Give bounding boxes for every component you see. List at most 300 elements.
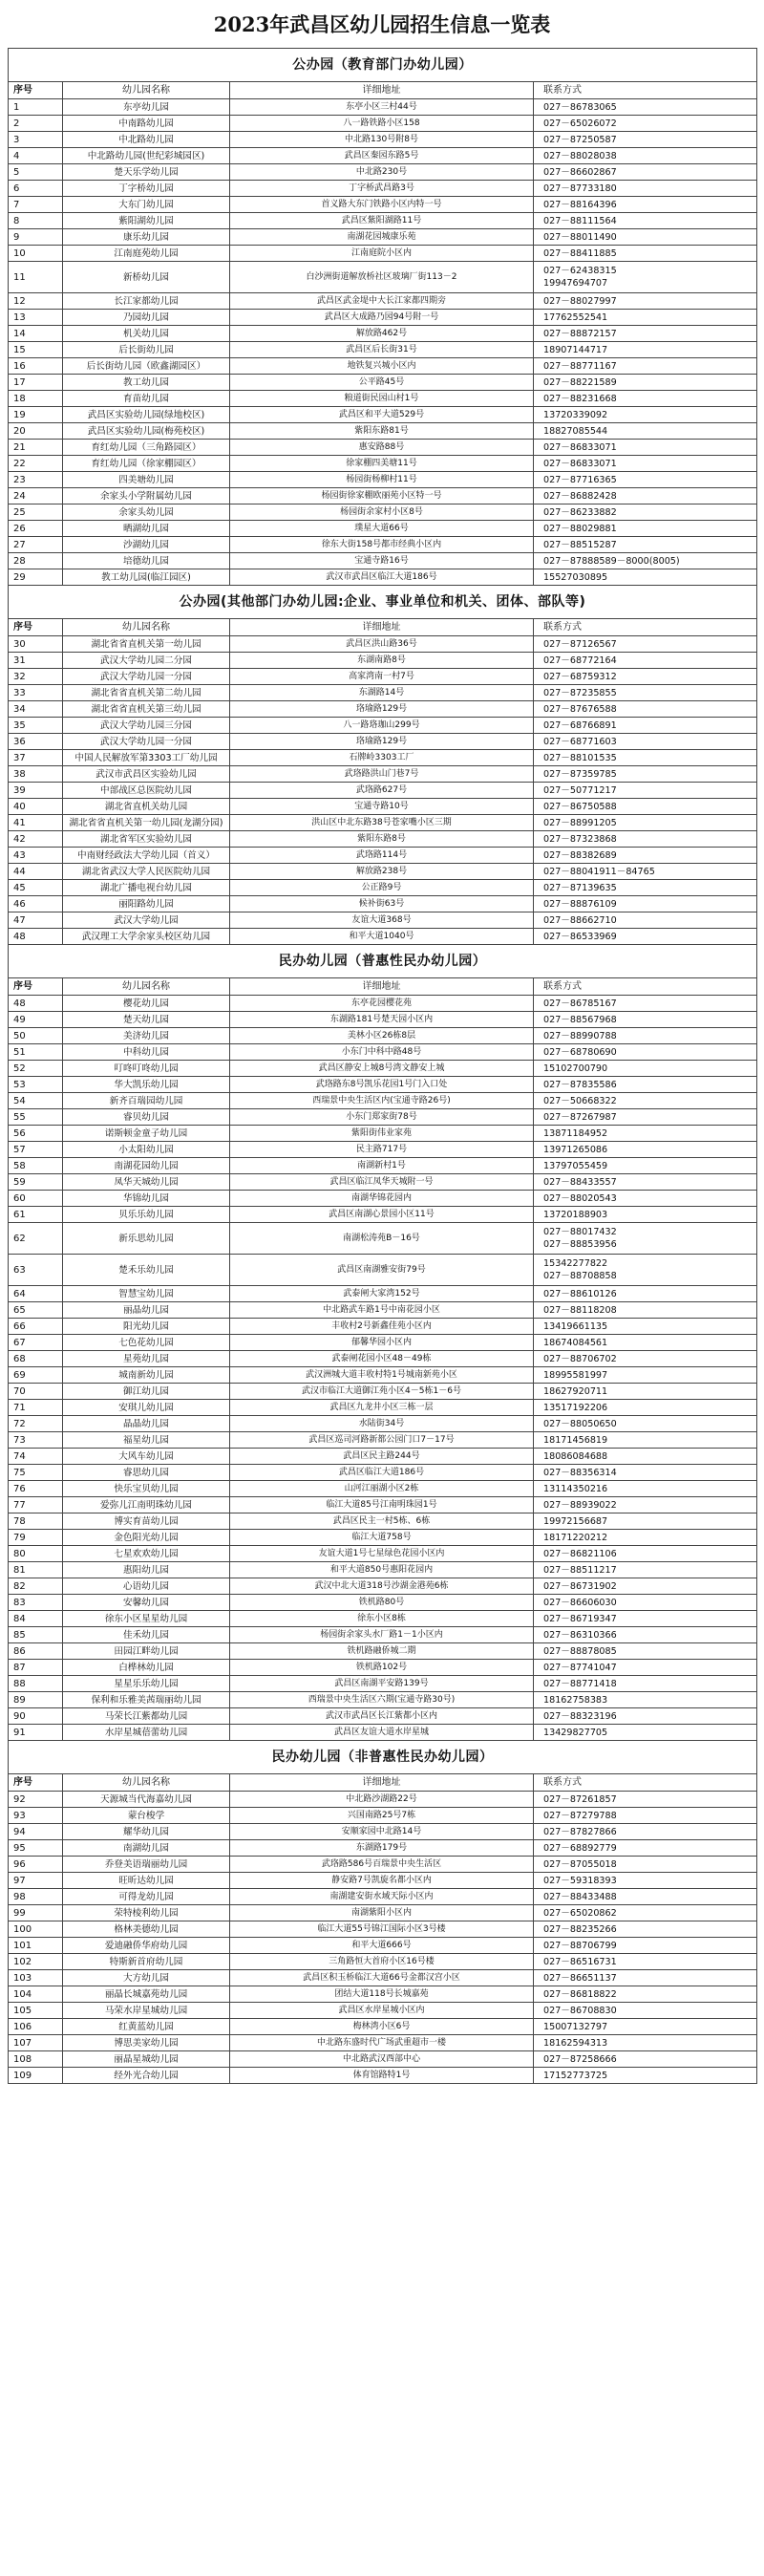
address-cell: 南湖华锦花园内 xyxy=(230,1191,534,1207)
address-cell: 民主路717号 xyxy=(230,1142,534,1158)
table-row xyxy=(9,293,757,310)
name-cell: 湖北省省直机关第一幼儿园 xyxy=(63,636,230,653)
section-header xyxy=(9,586,757,619)
serial-header: 序号 xyxy=(9,82,63,99)
table-row xyxy=(9,1986,757,2003)
serial-cell: 20 xyxy=(9,423,63,440)
section-header xyxy=(9,1741,757,1774)
contact-cell: 027－87835586 xyxy=(534,1077,757,1093)
serial-cell: 18 xyxy=(9,391,63,407)
address-cell: 白沙洲街道解放桥社区玻璃厂街113－2 xyxy=(230,262,534,293)
address-cell: 武昌区和平大道529号 xyxy=(230,407,534,423)
contact-cell: 027－88771418 xyxy=(534,1676,757,1692)
contact-header: 联系方式 xyxy=(534,619,757,636)
address-cell: 徐家棚四美塘11号 xyxy=(230,456,534,472)
section-title: 民办幼儿园（非普惠性民办幼儿园） xyxy=(9,1741,757,1774)
serial-cell: 99 xyxy=(9,1905,63,1921)
table-row xyxy=(9,262,757,293)
contact-cell: 13797055459 xyxy=(534,1158,757,1174)
name-cell: 教工幼儿园 xyxy=(63,375,230,391)
address-cell: 紫阳东路8号 xyxy=(230,831,534,848)
address-cell: 兴国南路25号7栋 xyxy=(230,1808,534,1824)
table-row xyxy=(9,1905,757,1921)
name-cell: 康乐幼儿园 xyxy=(63,229,230,246)
name-cell: 格林美德幼儿园 xyxy=(63,1921,230,1938)
address-cell: 八一路珞珈山299号 xyxy=(230,718,534,734)
serial-cell: 19 xyxy=(9,407,63,423)
contact-cell: 027－88235266 xyxy=(534,1921,757,1938)
table-row xyxy=(9,1351,757,1367)
table-row xyxy=(9,1191,757,1207)
table-row xyxy=(9,213,757,229)
serial-cell: 72 xyxy=(9,1416,63,1432)
contact-cell: 13720188903 xyxy=(534,1207,757,1223)
contact-cell: 18162594313 xyxy=(534,2035,757,2051)
name-cell: 楚天幼儿园 xyxy=(63,1012,230,1028)
table-row xyxy=(9,164,757,181)
address-cell: 紫阳街伟业家苑 xyxy=(230,1126,534,1142)
name-cell: 中科幼儿园 xyxy=(63,1044,230,1061)
table-row xyxy=(9,1207,757,1223)
contact-cell: 027－87258666 xyxy=(534,2051,757,2068)
serial-cell: 80 xyxy=(9,1546,63,1562)
name-cell: 新齐百瑞园幼儿园 xyxy=(63,1093,230,1109)
address-cell: 西瑞景中央生活区内(宝通寺路26号) xyxy=(230,1093,534,1109)
address-cell: 江南庭院小区内 xyxy=(230,246,534,262)
address-header: 详细地址 xyxy=(230,82,534,99)
address-cell: 杨园街余家村小区8号 xyxy=(230,504,534,521)
address-cell: 东亭小区三村44号 xyxy=(230,99,534,116)
name-cell: 后长街幼儿园 xyxy=(63,342,230,358)
name-cell: 湖北省省直机关第二幼儿园 xyxy=(63,685,230,701)
address-cell: 和平大道850号惠阳花园内 xyxy=(230,1562,534,1578)
contact-cell: 027－59318393 xyxy=(534,1873,757,1889)
name-cell: 大风车幼儿园 xyxy=(63,1449,230,1465)
contact-cell: 027－87741047 xyxy=(534,1660,757,1676)
address-cell: 美林小区26栋8层 xyxy=(230,1028,534,1044)
table-row xyxy=(9,1643,757,1660)
address-cell: 宝通寺路10号 xyxy=(230,799,534,815)
table-row xyxy=(9,2003,757,2019)
contact-cell: 027－88164396 xyxy=(534,197,757,213)
table-row xyxy=(9,1889,757,1905)
table-row xyxy=(9,912,757,929)
contact-cell: 027－86750588 xyxy=(534,799,757,815)
address-cell: 珞瑜路129号 xyxy=(230,734,534,750)
address-cell: 武昌区大成路乃园94号附一号 xyxy=(230,310,534,326)
address-cell: 临江大道55号锦江国际小区3号楼 xyxy=(230,1921,534,1938)
name-cell: 博实育苗幼儿园 xyxy=(63,1513,230,1530)
address-cell: 武昌区武金堤中大长江家都四期旁 xyxy=(230,293,534,310)
name-cell: 四美塘幼儿园 xyxy=(63,472,230,488)
name-cell: 湖北省军区实验幼儿园 xyxy=(63,831,230,848)
name-cell: 楚禾乐幼儿园 xyxy=(63,1255,230,1286)
address-cell: 武昌区水岸星城小区内 xyxy=(230,2003,534,2019)
serial-cell: 50 xyxy=(9,1028,63,1044)
serial-cell: 4 xyxy=(9,148,63,164)
name-cell: 中部战区总医院幼儿园 xyxy=(63,783,230,799)
name-cell: 凤华天城幼儿园 xyxy=(63,1174,230,1191)
table-row xyxy=(9,1840,757,1857)
address-cell: 中北路沙湖路22号 xyxy=(230,1792,534,1808)
name-cell: 小太阳幼儿园 xyxy=(63,1142,230,1158)
table-row xyxy=(9,504,757,521)
contact-cell: 027－87139635 xyxy=(534,880,757,896)
table-row xyxy=(9,929,757,945)
contact-cell: 027－87888589－8000(8005) xyxy=(534,553,757,569)
contact-cell: 027－86606030 xyxy=(534,1595,757,1611)
table-row xyxy=(9,1921,757,1938)
contact-cell: 027－88990788 xyxy=(534,1028,757,1044)
address-cell: 中北路东盛时代广场武重超市一楼 xyxy=(230,2035,534,2051)
serial-cell: 56 xyxy=(9,1126,63,1142)
name-cell: 新乐思幼儿园 xyxy=(63,1223,230,1255)
address-cell: 武昌区秦园东路5号 xyxy=(230,148,534,164)
serial-cell: 95 xyxy=(9,1840,63,1857)
table-row xyxy=(9,2019,757,2035)
table-row xyxy=(9,831,757,848)
table-row xyxy=(9,848,757,864)
contact-cell: 027－88221589 xyxy=(534,375,757,391)
contact-cell: 027－68780690 xyxy=(534,1044,757,1061)
contact-cell: 18995581997 xyxy=(534,1367,757,1384)
name-cell: 博思美家幼儿园 xyxy=(63,2035,230,2051)
serial-cell: 91 xyxy=(9,1725,63,1741)
address-cell: 武汉市武昌区临江大道186号 xyxy=(230,569,534,586)
contact-cell: 027－88511217 xyxy=(534,1562,757,1578)
serial-cell: 47 xyxy=(9,912,63,929)
serial-cell: 100 xyxy=(9,1921,63,1938)
kindergarten-table xyxy=(8,48,757,2084)
contact-cell: 15102700790 xyxy=(534,1061,757,1077)
contact-cell: 027－86310366 xyxy=(534,1627,757,1643)
serial-cell: 104 xyxy=(9,1986,63,2003)
name-cell: 红黄蓝幼儿园 xyxy=(63,2019,230,2035)
table-row xyxy=(9,1513,757,1530)
contact-cell: 027－86516731 xyxy=(534,1954,757,1970)
name-cell: 中国人民解放军第3303工厂幼儿园 xyxy=(63,750,230,766)
table-row xyxy=(9,1692,757,1708)
table-row xyxy=(9,1255,757,1286)
contact-cell: 027－88356314 xyxy=(534,1465,757,1481)
table-body xyxy=(9,49,757,2084)
serial-cell: 26 xyxy=(9,521,63,537)
contact-cell: 027－88027997 xyxy=(534,293,757,310)
name-cell: 田园江畔幼儿园 xyxy=(63,1643,230,1660)
table-row xyxy=(9,1142,757,1158)
name-cell: 中南路幼儿园 xyxy=(63,116,230,132)
address-cell: 临江大道758号 xyxy=(230,1530,534,1546)
contact-cell: 027－88878085 xyxy=(534,1643,757,1660)
address-cell: 武泰闸花园小区48－49栋 xyxy=(230,1351,534,1367)
address-cell: 武昌区后长街31号 xyxy=(230,342,534,358)
contact-cell: 027－68766891 xyxy=(534,718,757,734)
serial-cell: 83 xyxy=(9,1595,63,1611)
contact-cell: 027－86783065 xyxy=(534,99,757,116)
address-cell: 武汉中北大道318号沙湖金港苑6栋 xyxy=(230,1578,534,1595)
serial-cell: 63 xyxy=(9,1255,63,1286)
address-cell: 解放路462号 xyxy=(230,326,534,342)
contact-cell: 13871184952 xyxy=(534,1126,757,1142)
address-cell: 武珞路114号 xyxy=(230,848,534,864)
table-row xyxy=(9,1954,757,1970)
contact-header: 联系方式 xyxy=(534,978,757,996)
name-cell: 惠阳幼儿园 xyxy=(63,1562,230,1578)
contact-cell: 17762552541 xyxy=(534,310,757,326)
serial-cell: 68 xyxy=(9,1351,63,1367)
contact-cell: 027－88017432 027－88853956 xyxy=(534,1223,757,1255)
serial-cell: 74 xyxy=(9,1449,63,1465)
name-cell: 湖北省省直机关第一幼儿园(龙湖分园) xyxy=(63,815,230,831)
table-row xyxy=(9,342,757,358)
name-cell: 湖北省武汉大学人民医院幼儿园 xyxy=(63,864,230,880)
contact-cell: 027－88515287 xyxy=(534,537,757,553)
address-cell: 高家湾南一村7号 xyxy=(230,669,534,685)
serial-cell: 32 xyxy=(9,669,63,685)
name-cell: 沙湖幼儿园 xyxy=(63,537,230,553)
table-row xyxy=(9,1938,757,1954)
table-row xyxy=(9,996,757,1012)
address-cell: 武汉市临江大道御江苑小区4－5栋1－6号 xyxy=(230,1384,534,1400)
table-row xyxy=(9,132,757,148)
column-header-row xyxy=(9,1774,757,1792)
table-row xyxy=(9,1824,757,1840)
address-cell: 南湖建安街水域天际小区内 xyxy=(230,1889,534,1905)
table-row xyxy=(9,799,757,815)
contact-cell: 027－87279788 xyxy=(534,1808,757,1824)
name-cell: 武汉理工大学余家头校区幼儿园 xyxy=(63,929,230,945)
table-row xyxy=(9,181,757,197)
contact-cell: 027－87267987 xyxy=(534,1109,757,1126)
address-cell: 铁机路融侨城二期 xyxy=(230,1643,534,1660)
table-row xyxy=(9,1546,757,1562)
serial-cell: 14 xyxy=(9,326,63,342)
serial-cell: 71 xyxy=(9,1400,63,1416)
address-cell: 武昌区静安上城8号湾文静安上城 xyxy=(230,1061,534,1077)
contact-cell: 027－86833071 xyxy=(534,456,757,472)
contact-cell: 027－88101535 xyxy=(534,750,757,766)
serial-cell: 73 xyxy=(9,1432,63,1449)
name-cell: 安琪儿幼儿园 xyxy=(63,1400,230,1416)
contact-cell: 18827085544 xyxy=(534,423,757,440)
name-cell: 诺斯顿金童子幼儿园 xyxy=(63,1126,230,1142)
serial-cell: 84 xyxy=(9,1611,63,1627)
serial-cell: 31 xyxy=(9,653,63,669)
serial-cell: 96 xyxy=(9,1857,63,1873)
serial-cell: 23 xyxy=(9,472,63,488)
contact-cell: 027－86731902 xyxy=(534,1578,757,1595)
address-cell: 三角路恒大首府小区16号楼 xyxy=(230,1954,534,1970)
contact-cell: 13114350216 xyxy=(534,1481,757,1497)
serial-cell: 37 xyxy=(9,750,63,766)
contact-cell: 027－88029881 xyxy=(534,521,757,537)
table-row xyxy=(9,472,757,488)
name-cell: 大东门幼儿园 xyxy=(63,197,230,213)
table-row xyxy=(9,1286,757,1302)
table-row xyxy=(9,1578,757,1595)
table-row xyxy=(9,766,757,783)
address-cell: 八一路铁路小区158 xyxy=(230,116,534,132)
table-row xyxy=(9,1400,757,1416)
table-row xyxy=(9,229,757,246)
serial-cell: 54 xyxy=(9,1093,63,1109)
address-cell: 中北路130号附8号 xyxy=(230,132,534,148)
address-cell: 铁机路102号 xyxy=(230,1660,534,1676)
name-cell: 武昌区实验幼儿园(绿地校区) xyxy=(63,407,230,423)
name-cell: 中南财经政法大学幼儿园（首义） xyxy=(63,848,230,864)
contact-cell: 027－86719347 xyxy=(534,1611,757,1627)
serial-cell: 39 xyxy=(9,783,63,799)
contact-cell: 027－88050650 xyxy=(534,1416,757,1432)
serial-cell: 108 xyxy=(9,2051,63,2068)
serial-cell: 61 xyxy=(9,1207,63,1223)
contact-cell: 027－86708830 xyxy=(534,2003,757,2019)
contact-cell: 027－88118208 xyxy=(534,1302,757,1319)
name-cell: 培德幼儿园 xyxy=(63,553,230,569)
serial-cell: 92 xyxy=(9,1792,63,1808)
table-row xyxy=(9,1126,757,1142)
address-cell: 徐东大街158号都市经典小区内 xyxy=(230,537,534,553)
serial-cell: 8 xyxy=(9,213,63,229)
serial-cell: 35 xyxy=(9,718,63,734)
address-cell: 友谊大道368号 xyxy=(230,912,534,929)
contact-cell: 15342277822 027－88708858 xyxy=(534,1255,757,1286)
table-row xyxy=(9,880,757,896)
name-cell: 乃园幼儿园 xyxy=(63,310,230,326)
contact-cell: 027－87716365 xyxy=(534,472,757,488)
serial-cell: 12 xyxy=(9,293,63,310)
name-cell: 美济幼儿园 xyxy=(63,1028,230,1044)
serial-cell: 29 xyxy=(9,569,63,586)
table-row xyxy=(9,1970,757,1986)
serial-cell: 21 xyxy=(9,440,63,456)
name-header: 幼儿园名称 xyxy=(63,82,230,99)
serial-cell: 102 xyxy=(9,1954,63,1970)
serial-cell: 65 xyxy=(9,1302,63,1319)
table-row xyxy=(9,2051,757,2068)
table-row xyxy=(9,375,757,391)
table-row xyxy=(9,1158,757,1174)
address-cell: 杨园街徐家棚欧丽苑小区特一号 xyxy=(230,488,534,504)
address-cell: 璞星大道66号 xyxy=(230,521,534,537)
contact-cell: 18674084561 xyxy=(534,1335,757,1351)
name-cell: 东亭幼儿园 xyxy=(63,99,230,116)
serial-cell: 76 xyxy=(9,1481,63,1497)
table-row xyxy=(9,718,757,734)
table-row xyxy=(9,669,757,685)
address-cell: 南湖紫阳小区内 xyxy=(230,1905,534,1921)
address-cell: 武珞路东8号凯乐花园1号门入口处 xyxy=(230,1077,534,1093)
contact-cell: 027－87126567 xyxy=(534,636,757,653)
section-header xyxy=(9,945,757,978)
contact-cell: 027－50771217 xyxy=(534,783,757,799)
contact-cell: 027－88411885 xyxy=(534,246,757,262)
address-cell: 珞瑜路129号 xyxy=(230,701,534,718)
address-header: 详细地址 xyxy=(230,619,534,636)
contact-cell: 13429827705 xyxy=(534,1725,757,1741)
address-cell: 武昌区民主一村5栋、6栋 xyxy=(230,1513,534,1530)
contact-cell: 13720339092 xyxy=(534,407,757,423)
address-cell: 武昌区南湖雅安街79号 xyxy=(230,1255,534,1286)
serial-cell: 2 xyxy=(9,116,63,132)
serial-header: 序号 xyxy=(9,619,63,636)
document-title: 2023年武昌区幼儿园招生信息一览表 xyxy=(213,12,551,36)
name-cell: 余家头幼儿园 xyxy=(63,504,230,521)
address-cell: 候补街63号 xyxy=(230,896,534,912)
name-cell: 武汉大学幼儿园一分园 xyxy=(63,734,230,750)
name-cell: 叮咚叮咚幼儿园 xyxy=(63,1061,230,1077)
serial-cell: 79 xyxy=(9,1530,63,1546)
address-cell: 武昌区南湖平安路139号 xyxy=(230,1676,534,1692)
contact-cell: 18907144717 xyxy=(534,342,757,358)
contact-cell: 027－87359785 xyxy=(534,766,757,783)
table-row xyxy=(9,653,757,669)
table-row xyxy=(9,1109,757,1126)
table-row xyxy=(9,1093,757,1109)
name-cell: 乔登美语瑞丽幼儿园 xyxy=(63,1857,230,1873)
table-row xyxy=(9,1857,757,1873)
name-cell: 晒湖幼儿园 xyxy=(63,521,230,537)
address-cell: 东湖南路8号 xyxy=(230,653,534,669)
address-cell: 武昌区临江凤华天城附一号 xyxy=(230,1174,534,1191)
serial-cell: 6 xyxy=(9,181,63,197)
serial-header: 序号 xyxy=(9,1774,63,1792)
contact-cell: 027－65020862 xyxy=(534,1905,757,1921)
table-row xyxy=(9,1481,757,1497)
table-row xyxy=(9,1012,757,1028)
serial-cell: 55 xyxy=(9,1109,63,1126)
name-cell: 丁字桥幼儿园 xyxy=(63,181,230,197)
contact-cell: 027－88433557 xyxy=(534,1174,757,1191)
table-row xyxy=(9,197,757,213)
serial-cell: 11 xyxy=(9,262,63,293)
serial-cell: 22 xyxy=(9,456,63,472)
address-cell: 西瑞景中央生活区六期(宝通寺路30号) xyxy=(230,1692,534,1708)
address-cell: 临江大道85号江南明珠园1号 xyxy=(230,1497,534,1513)
address-cell: 和平大道1040号 xyxy=(230,929,534,945)
name-cell: 佳禾幼儿园 xyxy=(63,1627,230,1643)
name-cell: 华大凯乐幼儿园 xyxy=(63,1077,230,1093)
name-cell: 机关幼儿园 xyxy=(63,326,230,342)
table-row xyxy=(9,1028,757,1044)
address-cell: 杨园街杨柳村11号 xyxy=(230,472,534,488)
table-row xyxy=(9,99,757,116)
serial-cell: 70 xyxy=(9,1384,63,1400)
serial-cell: 77 xyxy=(9,1497,63,1513)
contact-cell: 027－87250587 xyxy=(534,132,757,148)
table-row xyxy=(9,1725,757,1741)
serial-cell: 33 xyxy=(9,685,63,701)
name-cell: 安馨幼儿园 xyxy=(63,1595,230,1611)
table-row xyxy=(9,896,757,912)
contact-cell: 027－88662710 xyxy=(534,912,757,929)
table-row xyxy=(9,1223,757,1255)
serial-cell: 90 xyxy=(9,1708,63,1725)
contact-cell: 027－88028038 xyxy=(534,148,757,164)
contact-cell: 027－68772164 xyxy=(534,653,757,669)
serial-cell: 86 xyxy=(9,1643,63,1660)
address-cell: 梅林湾小区6号 xyxy=(230,2019,534,2035)
name-cell: 育红幼儿园（三角路园区） xyxy=(63,440,230,456)
contact-cell: 027－86785167 xyxy=(534,996,757,1012)
contact-cell: 15527030895 xyxy=(534,569,757,586)
contact-cell: 027－86821106 xyxy=(534,1546,757,1562)
table-row xyxy=(9,1077,757,1093)
contact-cell: 18171456819 xyxy=(534,1432,757,1449)
address-cell: 武昌区巡司河路新都公园门口7－17号 xyxy=(230,1432,534,1449)
address-cell: 团结大道118号长城嘉苑 xyxy=(230,1986,534,2003)
name-cell: 阳光幼儿园 xyxy=(63,1319,230,1335)
